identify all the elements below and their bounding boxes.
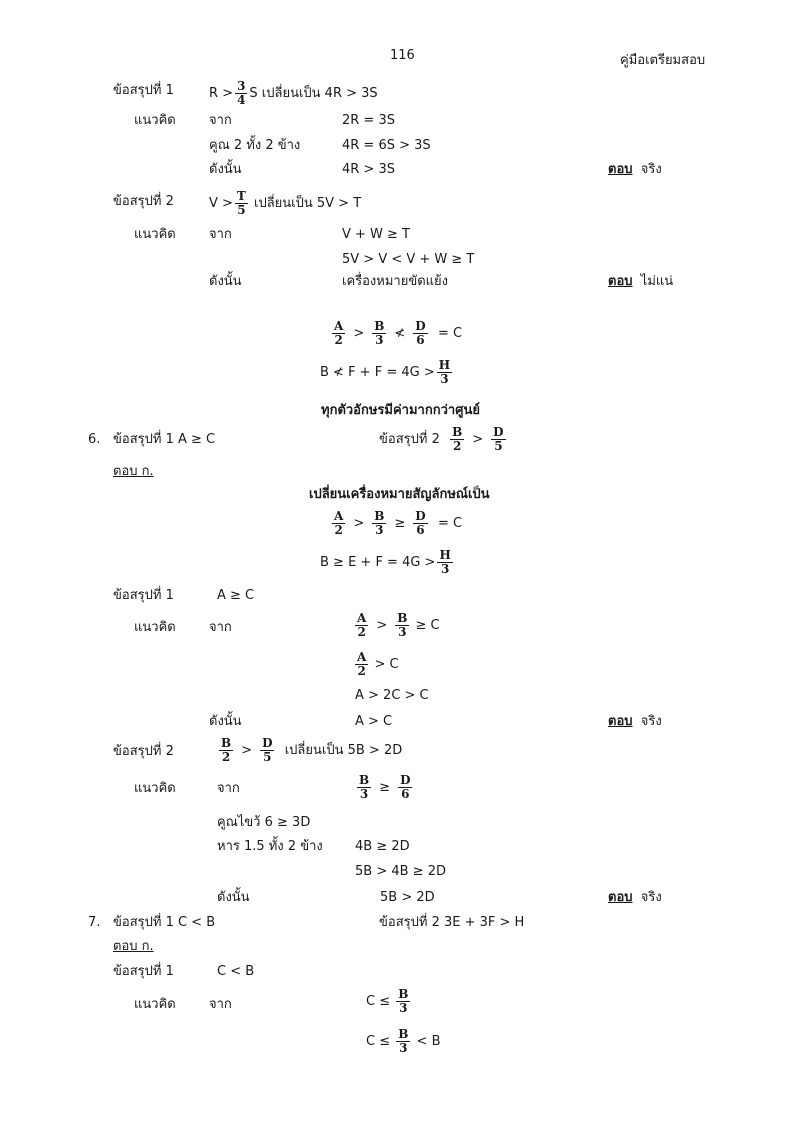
conclusion-2-label: ข้อสรุปที่ 2 (113, 194, 174, 209)
derivation-line: C ≤ $\frac{B}{3}$ (366, 987, 409, 1015)
multiply-note: คูณ 2 ทั้ง 2 ข้าง (209, 138, 301, 153)
answer-line: ตอบ จริง (608, 890, 662, 905)
center-equation-1: $\frac{A}{2}$ > $\frac{B}{3}$ ≮ $\frac{D}{6}$ = C (334, 319, 463, 347)
from-label: จาก (209, 227, 232, 242)
derivation-line: 4R = 6S > 3S (342, 138, 431, 153)
divide-note: หาร 1.5 ทั้ง 2 ข้าง (217, 839, 323, 854)
center-equation-2: B ≥ E + F = 4G > $\frac{H}{3}$ (320, 548, 451, 576)
derivation-line: $\frac{A}{2}$ > C (357, 650, 399, 678)
question-number: 7. (88, 915, 101, 930)
concept-label: แนวคิด (134, 113, 176, 128)
q6-conclusion-2: ข้อสรุปที่ 2 $\frac{B}{2}$ > $\frac{D}{5}$ (379, 425, 504, 453)
answer-choice: ตอบ ก. (113, 939, 154, 954)
q7-conclusion-2: ข้อสรุปที่ 2 3E + 3F > H (379, 915, 525, 930)
conclusion-1-label: ข้อสรุปที่ 1 (113, 83, 174, 98)
concept-label: แนวคิด (134, 620, 176, 635)
derivation-line: A > C (355, 714, 393, 729)
section-title: เปลี่ยนเครื่องหมายสัญลักษณ์เป็น (309, 487, 490, 502)
conclusion-body: C < B (217, 964, 255, 979)
concept-label: แนวคิด (134, 227, 176, 242)
derivation-line: A > 2C > C (355, 688, 429, 703)
therefore-label: ดังนั้น (209, 162, 242, 177)
therefore-label: ดังนั้น (209, 274, 242, 289)
answer-choice: ตอบ ก. (113, 464, 154, 479)
from-label: จาก (209, 997, 232, 1012)
concept-label: แนวคิด (134, 781, 176, 796)
from-label: จาก (217, 781, 240, 796)
center-equation-1: $\frac{A}{2}$ > $\frac{B}{3}$ ≥ $\frac{D}{6}$ = C (334, 509, 463, 537)
derivation-line: 4B ≥ 2D (355, 839, 410, 854)
conclusion-body: A ≥ C (217, 588, 255, 603)
therefore-label: ดังนั้น (209, 714, 242, 729)
conclusion-2-statement: $\frac{B}{2}$ > $\frac{D}{5}$ เปลี่ยนเป็น 5B > 2D (221, 736, 403, 764)
derivation-line: 5B > 2D (380, 890, 435, 905)
from-label: จาก (209, 113, 232, 128)
from-label: จาก (209, 620, 232, 635)
therefore-label: ดังนั้น (217, 890, 250, 905)
question-number: 6. (88, 432, 101, 447)
derivation-line: $\frac{A}{2}$ > $\frac{B}{3}$ ≥ C (357, 611, 440, 639)
derivation-line: 4R > 3S (342, 162, 395, 177)
conflict-text: เครื่องหมายขัดแย้ง (342, 274, 449, 289)
fraction: $\frac{3}{4}$ (237, 79, 246, 107)
conclusion-1-label: ข้อสรุปที่ 1 (113, 964, 174, 979)
answer-line: ตอบ จริง (608, 162, 662, 177)
derivation-line: V + W ≥ T (342, 227, 411, 242)
section-note: ทุกตัวอักษรมีค่ามากกว่าศูนย์ (321, 403, 480, 418)
q7-conclusion-1: ข้อสรุปที่ 1 C < B (113, 915, 216, 930)
concept-label: แนวคิด (134, 997, 176, 1012)
conclusion-1-statement: R > $\frac{3}{4}$ S เปลี่ยนเป็น 4R > 3S (209, 79, 378, 107)
conclusion-2-label: ข้อสรุปที่ 2 (113, 744, 174, 759)
derivation-line: C ≤ $\frac{B}{3}$ < B (366, 1027, 441, 1055)
conclusion-1-label: ข้อสรุปที่ 1 (113, 588, 174, 603)
conclusion-2-statement: V > $\frac{T}{5}$ เปลี่ยนเป็น 5V > T (209, 189, 362, 217)
center-equation-2: B ≮ F + F = 4G > $\frac{H}{3}$ (320, 358, 451, 386)
fraction: $\frac{T}{5}$ (236, 189, 246, 217)
answer-line: ตอบ จริง (608, 714, 662, 729)
page-number: 116 (390, 48, 415, 63)
answer-line: ตอบ ไม่แน่ (608, 274, 674, 289)
derivation-line: 5V > V < V + W ≥ T (342, 252, 475, 267)
derivation-line: 5B > 4B ≥ 2D (355, 864, 446, 879)
cross-multiply-line: คูณไขว้ 6 ≥ 3D (217, 815, 311, 830)
book-title: คู่มือเตรียมสอบ (620, 53, 706, 68)
derivation-line: $\frac{B}{3}$ ≥ $\frac{D}{6}$ (359, 773, 411, 801)
derivation-line: 2R = 3S (342, 113, 395, 128)
q6-conclusion-1: ข้อสรุปที่ 1 A ≥ C (113, 432, 216, 447)
